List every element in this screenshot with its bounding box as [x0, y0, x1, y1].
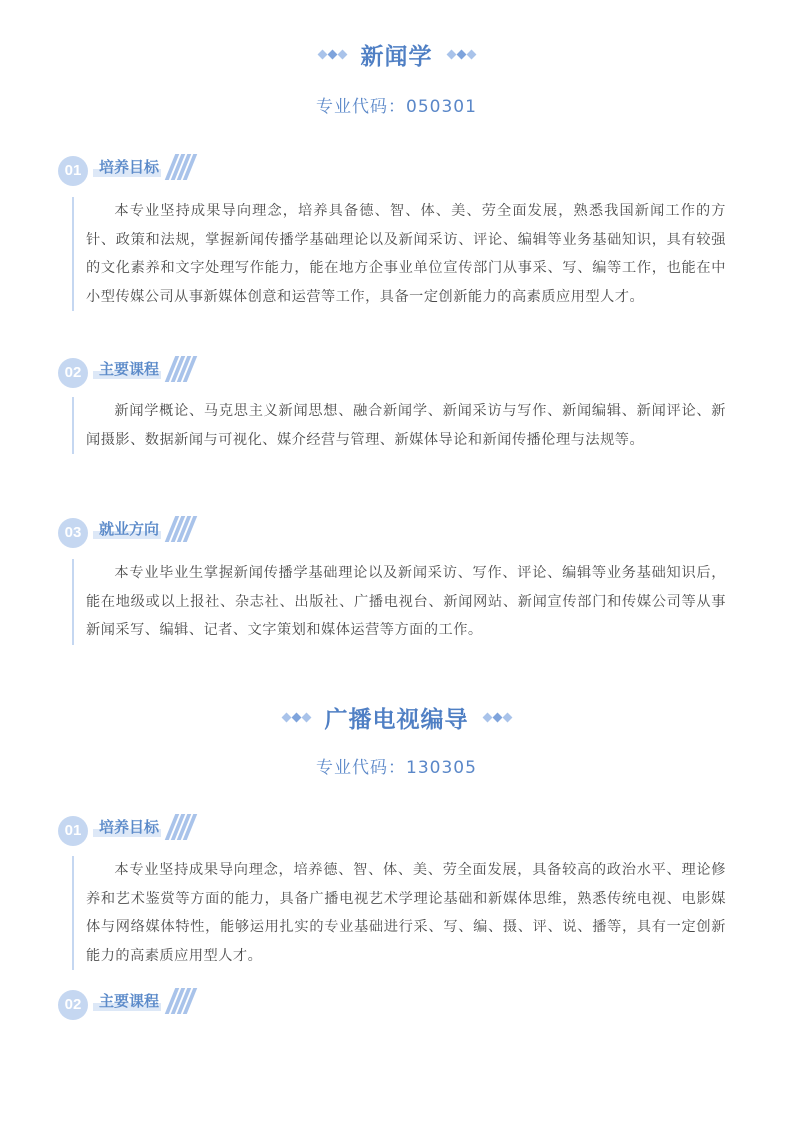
diamond-ornament-icon	[318, 51, 347, 58]
section-header	[58, 156, 218, 186]
section-body	[72, 397, 726, 454]
section-number-badge: 01	[58, 816, 88, 846]
diamond-ornament-icon	[483, 714, 512, 721]
section-number-badge: 03	[58, 518, 88, 548]
diamond-ornament-icon	[282, 714, 311, 721]
section-text: 本专业毕业生掌握新闻传播学基础理论以及新闻采访、写作、评论、编辑等业务基础知识后，能在地级或以上报社、杂志社、出版社、广播电视台、新闻网站、新闻宣传部门和传媒公司等从事新闻采写、编辑、记者、文字策划和媒体运营等方面的工作。	[86, 565, 726, 638]
diamond-ornament-icon	[447, 51, 476, 58]
section-header	[58, 816, 218, 846]
section-number-badge: 02	[58, 358, 88, 388]
slash-decoration-icon	[170, 814, 194, 844]
slash-decoration-icon	[170, 154, 194, 184]
section-label: 培养目标	[99, 818, 160, 836]
major-title-text: 新闻学	[360, 44, 433, 70]
section-header	[58, 358, 218, 388]
section-text: 新闻学概论、马克思主义新闻思想、融合新闻学、新闻采访与写作、新闻编辑、新闻评论、新闻摄影、数据新闻与可视化、媒介经营与管理、新媒体导论和新闻传播伦理与法规等。	[86, 403, 726, 448]
section-header	[58, 518, 218, 548]
section-body	[72, 856, 726, 970]
section-label: 就业方向	[99, 520, 160, 538]
section-text: 本专业坚持成果导向理念，培养德、智、体、美、劳全面发展，具备较高的政治水平、理论修养和艺术鉴赏等方面的能力，具备广播电视艺术学理论基础和新媒体思维，熟悉传统电视、电影媒体与网络媒体特性，能够运用扎实的专业基础进行采、写、编、摄、评、说、播等，具有一定创新能力的高素质应用型人才。	[86, 862, 726, 964]
major-code: 专业代码：050301	[316, 97, 477, 117]
slash-decoration-icon	[170, 356, 194, 386]
section-label: 主要课程	[99, 360, 160, 378]
section-number-badge: 02	[58, 990, 88, 1020]
slash-decoration-icon	[170, 516, 194, 546]
section-header	[58, 990, 218, 1020]
major-title	[0, 38, 793, 71]
section-text: 本专业坚持成果导向理念，培养具备德、智、体、美、劳全面发展，熟悉我国新闻工作的方针、政策和法规，掌握新闻传播学基础理论以及新闻采访、评论、编辑等业务基础知识，具有较强的文化素养和文字处理写作能力，能在地方企事业单位宣传部门从事采、写、编等工作，也能在中小型传媒公司从事新媒体创意和运营等工作，具备一定创新能力的高素质应用型人才。	[86, 203, 726, 305]
section-label: 培养目标	[99, 158, 160, 176]
major-code: 专业代码：130305	[316, 758, 477, 778]
major-title	[0, 701, 793, 734]
section-body	[72, 197, 726, 311]
slash-decoration-icon	[170, 988, 194, 1018]
section-number-badge: 01	[58, 156, 88, 186]
major-title-text: 广播电视编导	[324, 707, 469, 733]
section-label: 主要课程	[99, 992, 160, 1010]
section-body	[72, 559, 726, 645]
